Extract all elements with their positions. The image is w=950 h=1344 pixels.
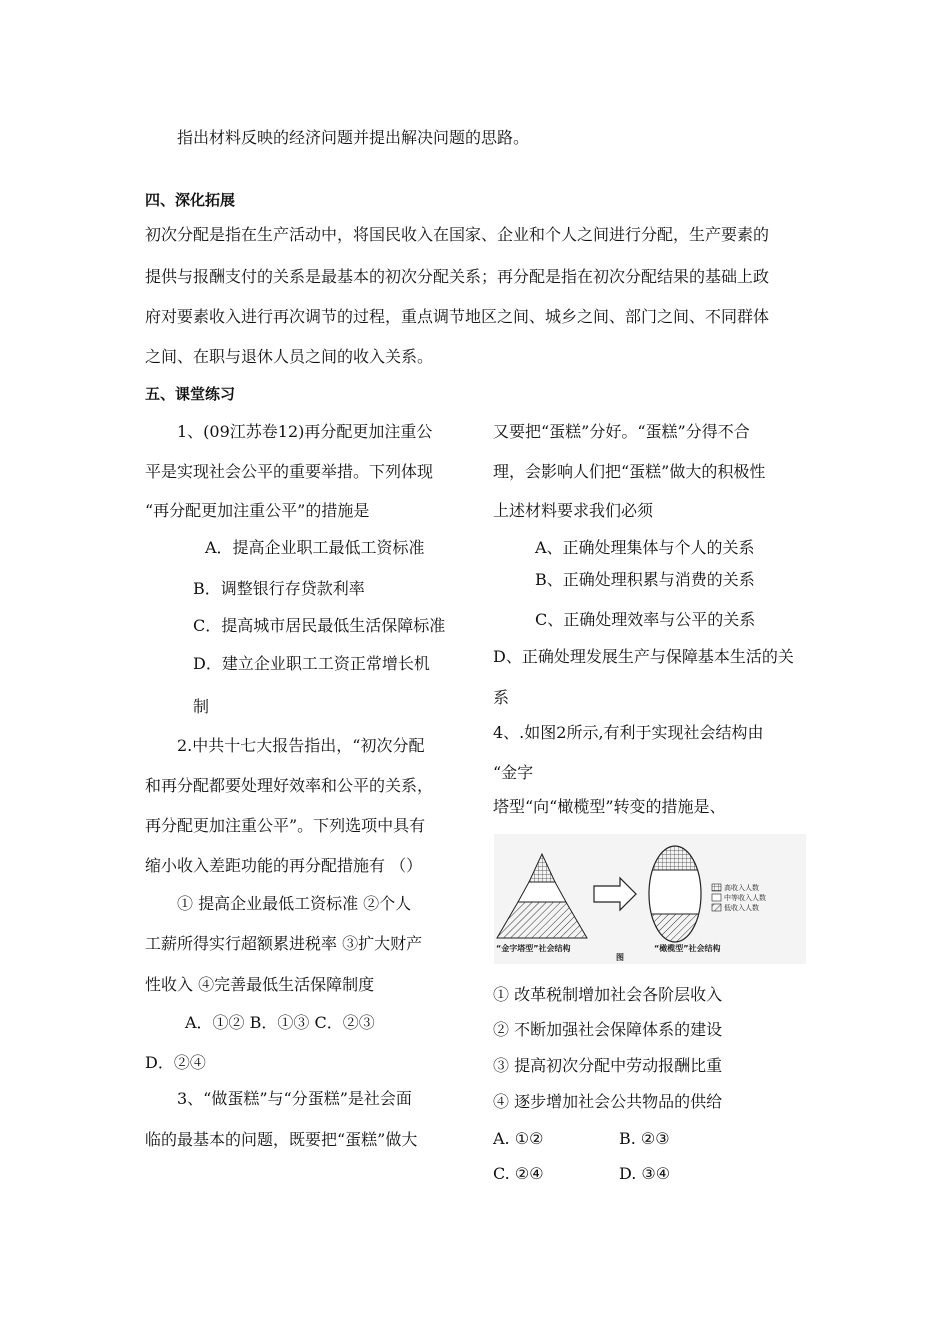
q4-option-c: C. ②④	[493, 1164, 544, 1183]
legend-high: 高收入人数	[724, 884, 759, 892]
left-line-2: 平是实现社会公平的重要举措。下列体现	[145, 462, 434, 481]
left-option-d-cont: 制	[193, 697, 210, 716]
social-structure-figure	[494, 834, 806, 964]
caption-pyramid: “金字塔型”社会结构	[496, 944, 571, 953]
left-option-d: D．建立企业职工工资正常增长机	[193, 654, 430, 673]
right-q4-line-3: 塔型“向“橄榄型”转变的措施是、	[493, 797, 726, 816]
left-option-c: C．提高城市居民最低生活保障标准	[193, 616, 446, 635]
left-option-b: B．调整银行存贷款利率	[193, 579, 365, 598]
left-line-q2-2: 和再分配都要处理好效率和公平的关系，	[145, 776, 434, 795]
legend-low: 低收入人数	[724, 904, 759, 912]
q4-option-b: B. ②③	[619, 1129, 670, 1148]
right-option-c: C、正确处理效率与公平的关系	[535, 610, 756, 629]
intro-line: 指出材料反映的经济问题并提出解决问题的思路。	[177, 128, 530, 147]
figure-label: 图	[616, 953, 624, 962]
q4-choice-3: ③ 提高初次分配中劳动报酬比重	[493, 1056, 723, 1075]
q4-option-d: D. ③④	[619, 1164, 671, 1183]
left-line-q2-option-d: D．②④	[145, 1053, 206, 1072]
q4-choice-1: ① 改革税制增加社会各阶层收入	[493, 985, 723, 1004]
left-line-q2-7: 性收入 ④完善最低生活保障制度	[145, 975, 375, 994]
left-line-q2-5: ① 提高企业最低工资标准 ②个人	[177, 894, 412, 913]
left-line-q2-1: 2.中共十七大报告指出，“初次分配	[177, 736, 425, 755]
right-option-b: B、正确处理积累与消费的关系	[535, 570, 755, 589]
right-line-2: 理，会影响人们把“蛋糕”做大的积极性	[493, 462, 766, 481]
section-4-line-3: 府对要素收入进行再次调节的过程，重点调节地区之间、城乡之间、部门之间、不同群体	[145, 307, 770, 326]
section-5-heading: 五、课堂练习	[145, 385, 236, 403]
left-line-q2-6: 工薪所得实行超额累进税率 ③扩大财产	[145, 934, 423, 953]
left-line-q3-2: 临的最基本的问题，既要把“蛋糕”做大	[145, 1130, 418, 1149]
left-line-1: 1、(09江苏卷12)再分配更加注重公	[177, 422, 433, 441]
section-4-line-4: 之间、在职与退休人员之间的收入关系。	[145, 347, 434, 366]
right-line-1: 又要把“蛋糕”分好。“蛋糕”分得不合	[493, 422, 750, 441]
right-option-d-cont: 系	[493, 688, 510, 707]
right-line-3: 上述材料要求我们必须	[493, 501, 654, 520]
left-option-a: A．提高企业职工最低工资标准	[205, 538, 425, 557]
caption-olive: “橄榄型”社会结构	[654, 944, 721, 953]
left-line-3: “再分配更加注重公平”的措施是	[145, 501, 370, 520]
section-4-line-1: 初次分配是指在生产活动中，将国民收入在国家、企业和个人之间进行分配，生产要素的	[145, 225, 770, 244]
section-4-line-2: 提供与报酬支付的关系是最基本的初次分配关系；再分配是指在初次分配结果的基础上政	[145, 267, 770, 286]
right-option-d: D、正确处理发展生产与保障基本生活的关	[493, 647, 794, 666]
right-q4-line-2: “金字	[493, 763, 534, 782]
left-line-q2-3: 再分配更加注重公平”。下列选项中具有	[145, 816, 426, 835]
left-line-q2-4: 缩小收入差距功能的再分配措施有 （）	[145, 856, 423, 875]
figure-legend	[712, 883, 766, 912]
legend-mid: 中等收入人数	[724, 894, 766, 902]
left-line-q3-1: 3、“做蛋糕”与“分蛋糕”是社会面	[177, 1089, 412, 1108]
right-option-a: A、正确处理集体与个人的关系	[535, 538, 755, 557]
q4-choice-2: ② 不断加强社会保障体系的建设	[493, 1020, 723, 1039]
section-4-heading: 四、深化拓展	[145, 191, 236, 209]
left-line-q2-options: A．①② B．①③ C．②③	[185, 1013, 375, 1032]
q4-choice-4: ④ 逐步增加社会公共物品的供给	[493, 1092, 723, 1111]
right-q4-line-1: 4、.如图2所示,有利于实现社会结构由	[493, 723, 764, 742]
q4-option-a: A. ①②	[493, 1129, 544, 1148]
